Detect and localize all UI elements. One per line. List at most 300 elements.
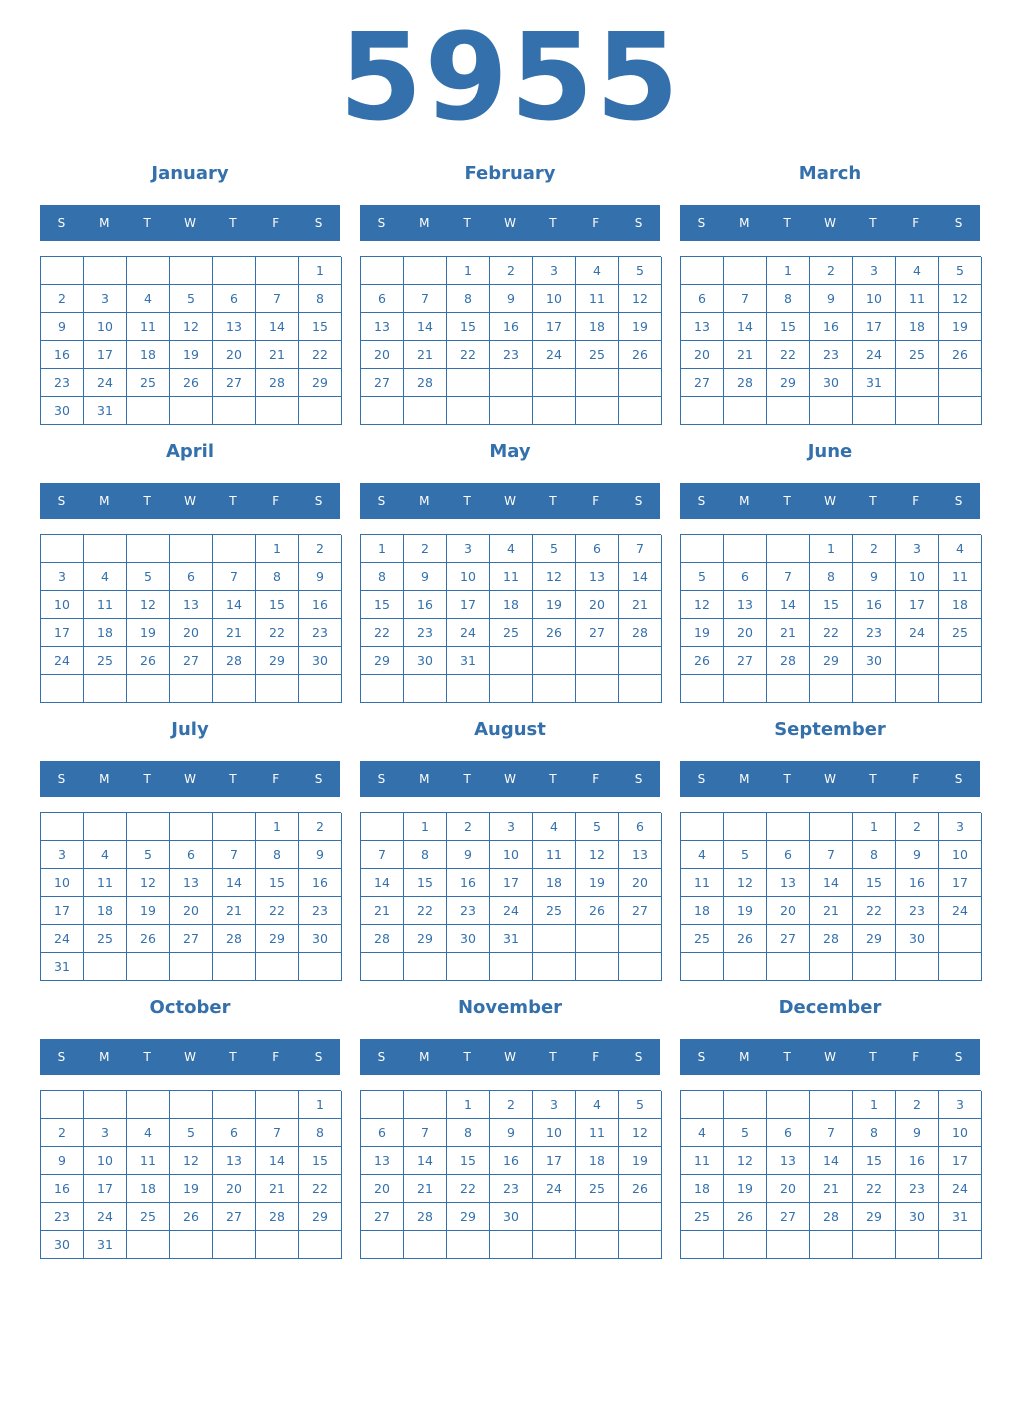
day-cell: 14 <box>256 313 299 341</box>
weekday-label: S <box>314 772 323 786</box>
day-cell: 12 <box>127 591 170 619</box>
day-cell: 1 <box>299 257 342 285</box>
day-cell: 11 <box>939 563 982 591</box>
weekday-header <box>40 205 340 241</box>
day-cell: 15 <box>299 313 342 341</box>
day-cell: 7 <box>810 841 853 869</box>
day-cell: 18 <box>533 869 576 897</box>
day-cell: 23 <box>41 369 84 397</box>
weekday-label: F <box>592 216 600 230</box>
month-august <box>360 717 660 987</box>
day-cell: 9 <box>299 841 342 869</box>
day-cell: 12 <box>127 869 170 897</box>
day-cell <box>256 1231 299 1259</box>
day-cell: 6 <box>213 1119 256 1147</box>
day-cell: 28 <box>619 619 662 647</box>
day-cell: 24 <box>533 1175 576 1203</box>
day-cell <box>213 675 256 703</box>
day-cell: 11 <box>84 869 127 897</box>
day-cell <box>404 397 447 425</box>
day-cell <box>619 397 662 425</box>
day-cell: 8 <box>853 841 896 869</box>
day-cell: 22 <box>256 619 299 647</box>
day-cell: 15 <box>767 313 810 341</box>
weekday-header <box>680 483 980 519</box>
day-cell <box>170 397 213 425</box>
day-cell <box>724 813 767 841</box>
day-cell <box>767 1231 810 1259</box>
day-cell <box>533 369 576 397</box>
day-cell: 17 <box>533 313 576 341</box>
day-cell: 23 <box>853 619 896 647</box>
day-cell: 4 <box>939 535 982 563</box>
weekday-label: T <box>463 772 471 786</box>
weekday-label: T <box>549 1050 557 1064</box>
day-cell: 23 <box>490 1175 533 1203</box>
day-cell: 24 <box>939 1175 982 1203</box>
day-cell <box>213 535 256 563</box>
day-cell: 28 <box>256 1203 299 1231</box>
weekday-label: W <box>824 1050 836 1064</box>
weekday-label: W <box>184 772 196 786</box>
day-cell: 24 <box>939 897 982 925</box>
day-cell: 26 <box>170 1203 213 1231</box>
day-cell: 16 <box>853 591 896 619</box>
day-cell: 13 <box>213 313 256 341</box>
day-cell: 11 <box>576 1119 619 1147</box>
day-cell: 23 <box>896 897 939 925</box>
day-cell: 31 <box>84 1231 127 1259</box>
weekday-label: F <box>592 772 600 786</box>
weekday-label: T <box>869 494 877 508</box>
day-cell: 23 <box>299 897 342 925</box>
day-cell: 27 <box>361 1203 404 1231</box>
day-cell: 30 <box>299 647 342 675</box>
day-cell: 1 <box>256 535 299 563</box>
weekday-label: M <box>739 494 750 508</box>
day-cell <box>447 397 490 425</box>
day-cell: 3 <box>896 535 939 563</box>
day-cell: 26 <box>170 369 213 397</box>
day-cell: 14 <box>724 313 767 341</box>
day-grid <box>40 256 341 425</box>
day-cell: 3 <box>84 285 127 313</box>
day-cell: 16 <box>447 869 490 897</box>
day-cell: 9 <box>853 563 896 591</box>
day-cell <box>41 1091 84 1119</box>
day-cell <box>170 953 213 981</box>
day-cell: 18 <box>127 1175 170 1203</box>
day-cell: 20 <box>213 341 256 369</box>
day-cell <box>619 1203 662 1231</box>
day-cell: 24 <box>84 1203 127 1231</box>
weekday-label: M <box>99 1050 110 1064</box>
weekday-label: S <box>634 772 643 786</box>
month-name: April <box>165 441 215 462</box>
day-cell <box>853 1231 896 1259</box>
day-cell <box>576 369 619 397</box>
day-cell: 22 <box>810 619 853 647</box>
day-cell: 17 <box>84 341 127 369</box>
day-cell: 21 <box>213 897 256 925</box>
day-cell: 11 <box>84 591 127 619</box>
day-cell: 12 <box>724 1147 767 1175</box>
month-march <box>680 161 980 431</box>
day-cell: 18 <box>681 1175 724 1203</box>
day-cell: 15 <box>256 591 299 619</box>
day-cell: 5 <box>127 841 170 869</box>
weekday-label: W <box>824 494 836 508</box>
day-cell: 24 <box>41 647 84 675</box>
day-cell: 27 <box>619 897 662 925</box>
day-cell: 31 <box>84 397 127 425</box>
day-cell: 19 <box>724 1175 767 1203</box>
day-cell: 20 <box>170 619 213 647</box>
day-cell: 2 <box>404 535 447 563</box>
day-cell: 12 <box>619 1119 662 1147</box>
day-cell <box>810 1231 853 1259</box>
day-cell <box>896 675 939 703</box>
weekday-label: F <box>912 772 920 786</box>
day-grid <box>40 534 341 703</box>
day-cell <box>533 397 576 425</box>
day-cell: 1 <box>404 813 447 841</box>
day-cell: 24 <box>853 341 896 369</box>
weekday-label: F <box>592 1050 600 1064</box>
day-cell: 8 <box>256 563 299 591</box>
day-cell: 2 <box>896 813 939 841</box>
day-cell <box>361 813 404 841</box>
day-cell: 14 <box>404 1147 447 1175</box>
day-cell <box>84 535 127 563</box>
day-cell: 14 <box>810 1147 853 1175</box>
day-cell: 17 <box>533 1147 576 1175</box>
day-cell <box>84 257 127 285</box>
day-cell: 10 <box>939 1119 982 1147</box>
day-cell: 13 <box>361 1147 404 1175</box>
day-cell: 9 <box>490 1119 533 1147</box>
day-cell: 12 <box>939 285 982 313</box>
day-cell: 12 <box>170 1147 213 1175</box>
day-cell: 21 <box>810 897 853 925</box>
day-cell: 19 <box>619 313 662 341</box>
weekday-label: W <box>504 1050 516 1064</box>
day-cell: 9 <box>896 1119 939 1147</box>
month-september <box>680 717 980 987</box>
day-cell: 30 <box>41 1231 84 1259</box>
day-cell <box>724 1091 767 1119</box>
day-cell: 25 <box>576 1175 619 1203</box>
day-cell: 13 <box>361 313 404 341</box>
day-cell: 30 <box>299 925 342 953</box>
day-cell: 1 <box>767 257 810 285</box>
day-cell: 7 <box>256 1119 299 1147</box>
day-cell: 16 <box>41 1175 84 1203</box>
day-cell: 21 <box>361 897 404 925</box>
day-cell: 12 <box>170 313 213 341</box>
day-cell: 7 <box>361 841 404 869</box>
day-cell: 25 <box>681 1203 724 1231</box>
day-cell: 19 <box>170 1175 213 1203</box>
weekday-label: T <box>869 216 877 230</box>
day-cell: 28 <box>810 925 853 953</box>
day-cell: 20 <box>361 341 404 369</box>
day-cell: 27 <box>361 369 404 397</box>
weekday-label: M <box>419 216 430 230</box>
day-cell <box>767 675 810 703</box>
day-cell <box>447 369 490 397</box>
day-cell: 11 <box>896 285 939 313</box>
day-cell: 23 <box>490 341 533 369</box>
day-cell: 30 <box>853 647 896 675</box>
day-cell: 5 <box>724 1119 767 1147</box>
day-cell <box>404 1231 447 1259</box>
day-cell: 26 <box>619 341 662 369</box>
weekday-label: S <box>634 216 643 230</box>
day-cell: 16 <box>810 313 853 341</box>
day-cell <box>213 257 256 285</box>
day-cell: 29 <box>853 925 896 953</box>
weekday-header <box>360 205 660 241</box>
weekday-label: F <box>592 494 600 508</box>
day-cell <box>84 813 127 841</box>
day-grid <box>680 534 981 703</box>
day-cell: 5 <box>127 563 170 591</box>
month-name: December <box>778 997 882 1018</box>
day-cell <box>533 647 576 675</box>
day-cell: 30 <box>896 1203 939 1231</box>
day-cell <box>170 813 213 841</box>
day-cell <box>724 953 767 981</box>
month-may <box>360 439 660 709</box>
day-cell: 10 <box>533 285 576 313</box>
day-cell: 17 <box>490 869 533 897</box>
day-cell <box>939 953 982 981</box>
weekday-label: S <box>697 494 706 508</box>
day-cell <box>299 675 342 703</box>
day-cell: 20 <box>576 591 619 619</box>
day-cell: 21 <box>619 591 662 619</box>
day-cell <box>361 953 404 981</box>
day-cell: 11 <box>576 285 619 313</box>
day-cell: 4 <box>490 535 533 563</box>
day-cell: 29 <box>299 369 342 397</box>
weekday-label: F <box>912 1050 920 1064</box>
weekday-label: T <box>549 494 557 508</box>
day-cell <box>810 813 853 841</box>
day-cell: 29 <box>361 647 404 675</box>
day-cell: 26 <box>576 897 619 925</box>
day-cell: 30 <box>41 397 84 425</box>
weekday-label: M <box>739 772 750 786</box>
day-cell: 2 <box>490 257 533 285</box>
day-cell: 3 <box>533 257 576 285</box>
day-cell: 7 <box>810 1119 853 1147</box>
day-cell: 17 <box>939 869 982 897</box>
weekday-label: T <box>463 216 471 230</box>
day-cell: 26 <box>681 647 724 675</box>
day-cell <box>810 397 853 425</box>
month-february <box>360 161 660 431</box>
day-cell <box>404 1091 447 1119</box>
day-cell: 29 <box>256 647 299 675</box>
weekday-header <box>680 761 980 797</box>
day-cell: 16 <box>299 869 342 897</box>
weekday-header <box>40 761 340 797</box>
day-cell: 2 <box>41 1119 84 1147</box>
weekday-label: W <box>824 772 836 786</box>
day-cell <box>810 675 853 703</box>
day-cell: 27 <box>767 925 810 953</box>
day-cell: 6 <box>170 563 213 591</box>
day-cell: 6 <box>681 285 724 313</box>
day-cell: 16 <box>490 1147 533 1175</box>
day-cell: 22 <box>853 1175 896 1203</box>
day-cell: 27 <box>724 647 767 675</box>
day-cell: 25 <box>84 925 127 953</box>
day-grid <box>40 812 341 981</box>
day-cell: 1 <box>256 813 299 841</box>
day-cell: 27 <box>213 1203 256 1231</box>
day-cell <box>404 257 447 285</box>
day-cell: 5 <box>170 285 213 313</box>
weekday-header <box>360 1039 660 1075</box>
day-cell <box>576 953 619 981</box>
day-cell: 13 <box>767 1147 810 1175</box>
day-cell: 1 <box>361 535 404 563</box>
weekday-label: W <box>184 216 196 230</box>
weekday-header <box>360 761 660 797</box>
day-cell: 14 <box>256 1147 299 1175</box>
day-cell <box>361 1231 404 1259</box>
weekday-label: F <box>272 772 280 786</box>
day-cell <box>853 675 896 703</box>
day-cell: 10 <box>533 1119 576 1147</box>
day-cell: 6 <box>170 841 213 869</box>
weekday-label: T <box>463 494 471 508</box>
weekday-label: T <box>143 494 151 508</box>
day-cell: 3 <box>939 813 982 841</box>
day-cell: 29 <box>404 925 447 953</box>
day-cell: 24 <box>84 369 127 397</box>
day-cell: 16 <box>490 313 533 341</box>
day-cell: 31 <box>41 953 84 981</box>
day-cell: 21 <box>404 1175 447 1203</box>
day-cell: 25 <box>896 341 939 369</box>
day-cell: 22 <box>256 897 299 925</box>
day-cell: 21 <box>724 341 767 369</box>
day-cell: 17 <box>939 1147 982 1175</box>
day-cell <box>619 369 662 397</box>
day-cell <box>533 925 576 953</box>
day-cell: 16 <box>404 591 447 619</box>
day-cell: 2 <box>447 813 490 841</box>
day-cell: 8 <box>810 563 853 591</box>
day-cell: 24 <box>896 619 939 647</box>
day-cell: 14 <box>213 869 256 897</box>
day-cell: 5 <box>724 841 767 869</box>
day-cell <box>681 953 724 981</box>
weekday-label: S <box>954 216 963 230</box>
day-cell: 23 <box>447 897 490 925</box>
day-cell: 7 <box>619 535 662 563</box>
day-cell: 18 <box>490 591 533 619</box>
day-cell: 6 <box>619 813 662 841</box>
day-cell: 5 <box>619 257 662 285</box>
day-cell: 19 <box>127 619 170 647</box>
weekday-label: T <box>229 1050 237 1064</box>
day-cell <box>724 1231 767 1259</box>
day-cell <box>939 647 982 675</box>
weekday-header <box>40 483 340 519</box>
day-cell: 5 <box>170 1119 213 1147</box>
day-cell: 14 <box>361 869 404 897</box>
day-cell: 26 <box>724 925 767 953</box>
weekday-label: S <box>57 216 66 230</box>
day-cell <box>724 397 767 425</box>
day-cell: 18 <box>84 897 127 925</box>
day-cell: 15 <box>299 1147 342 1175</box>
day-cell: 1 <box>853 1091 896 1119</box>
weekday-header <box>360 483 660 519</box>
day-cell <box>767 813 810 841</box>
day-cell: 4 <box>533 813 576 841</box>
day-cell: 9 <box>41 1147 84 1175</box>
day-cell: 23 <box>299 619 342 647</box>
day-cell: 10 <box>447 563 490 591</box>
day-cell: 28 <box>404 1203 447 1231</box>
day-cell <box>447 953 490 981</box>
day-cell <box>810 953 853 981</box>
month-name: July <box>171 719 209 740</box>
day-cell: 12 <box>619 285 662 313</box>
weekday-label: W <box>504 772 516 786</box>
day-cell <box>619 675 662 703</box>
weekday-label: S <box>57 494 66 508</box>
day-cell <box>576 675 619 703</box>
day-cell: 22 <box>767 341 810 369</box>
day-cell: 18 <box>896 313 939 341</box>
day-cell: 31 <box>447 647 490 675</box>
day-cell: 16 <box>896 869 939 897</box>
day-cell: 23 <box>41 1203 84 1231</box>
day-cell: 23 <box>896 1175 939 1203</box>
weekday-label: T <box>783 1050 791 1064</box>
day-cell <box>576 1231 619 1259</box>
day-cell <box>213 813 256 841</box>
day-cell: 19 <box>127 897 170 925</box>
month-name: March <box>798 163 862 184</box>
day-grid <box>40 1090 341 1259</box>
day-cell: 13 <box>213 1147 256 1175</box>
day-cell: 29 <box>853 1203 896 1231</box>
weekday-label: F <box>272 1050 280 1064</box>
day-cell: 1 <box>447 1091 490 1119</box>
day-cell: 9 <box>447 841 490 869</box>
weekday-label: F <box>272 494 280 508</box>
day-cell: 3 <box>84 1119 127 1147</box>
day-cell: 28 <box>213 925 256 953</box>
day-cell: 24 <box>533 341 576 369</box>
day-cell: 27 <box>213 369 256 397</box>
day-cell: 7 <box>213 841 256 869</box>
day-cell <box>41 813 84 841</box>
day-cell: 6 <box>361 285 404 313</box>
day-cell: 11 <box>681 1147 724 1175</box>
weekday-label: S <box>57 1050 66 1064</box>
day-cell: 3 <box>490 813 533 841</box>
day-cell: 20 <box>681 341 724 369</box>
